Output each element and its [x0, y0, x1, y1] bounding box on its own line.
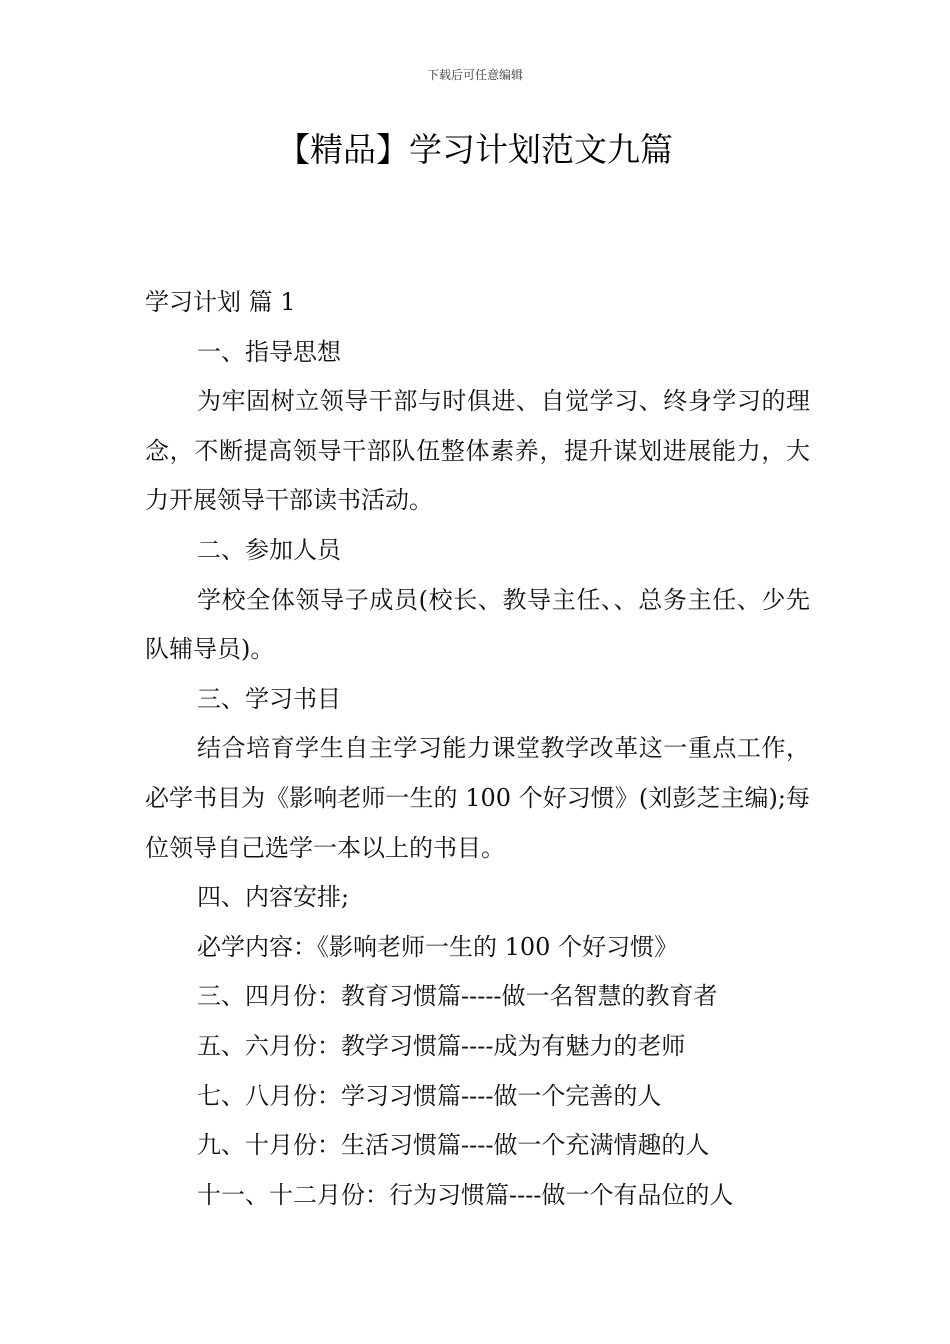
schedule-item: 十一、十二月份：行为习惯篇----做一个有品位的人: [197, 1180, 734, 1209]
schedule-item: 七、八月份：学习习惯篇----做一个完善的人: [197, 1081, 662, 1110]
subheading-guiding-ideology: 一、指导思想: [197, 337, 341, 366]
paragraph-guiding-ideology: 为牢固树立领导干部与时俱进、自觉学习、终身学习的理念，不断提高领导干部队伍整体素养，提升谋划进展能力，大力开展领导干部读书活动。: [145, 387, 810, 515]
page-header-note: 下载后可任意编辑: [426, 68, 523, 82]
schedule-item: 三、四月份：教育习惯篇-----做一名智慧的教育者: [197, 982, 718, 1011]
schedule-item: 五、六月份：教学习惯篇----成为有魅力的老师: [197, 1031, 686, 1060]
paragraph-reading-list: 结合培育学生自主学习能力课堂教学改革这一重点工作，必学书目为《影响老师一生的 100 个好习惯》(刘彭芝主编);每位领导自己选学一本以上的书目。: [145, 734, 810, 862]
paragraph-required-content: 必学内容：《影响老师一生的 100 个好习惯》: [197, 932, 679, 961]
schedule-item: 九、十月份：生活习惯篇----做一个充满情趣的人: [197, 1131, 710, 1160]
subheading-reading-list: 三、学习书目: [197, 684, 341, 713]
paragraph-participants: 学校全体领导子成员(校长、教导主任、、总务主任、少先队辅导员)。: [145, 585, 810, 664]
document-body: [145, 278, 810, 1220]
section-heading: 学习计划 篇 1: [145, 288, 296, 316]
document-title: 【精品】学习计划范文九篇: [277, 130, 673, 169]
subheading-participants: 二、参加人员: [197, 535, 341, 564]
subheading-content-arrangement: 四、内容安排;: [197, 883, 350, 912]
